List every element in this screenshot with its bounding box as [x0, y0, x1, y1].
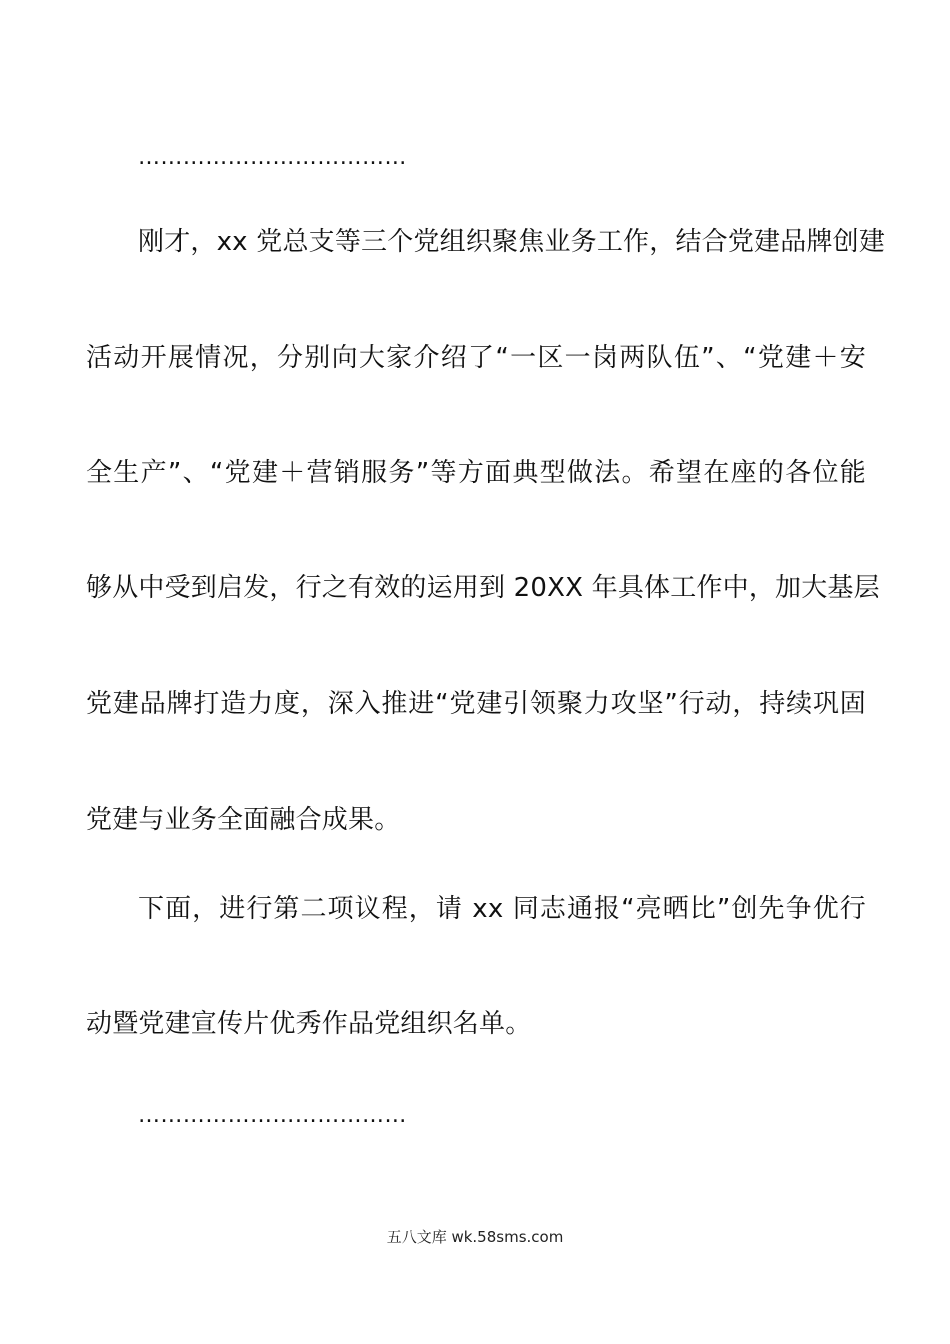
footer-watermark: 五八文库 wk.58sms.com: [386, 1228, 564, 1246]
paragraph-2-line-1: 下面，进行第二项议程，请 xx 同志通报“亮晒比”创先争优行: [138, 894, 866, 924]
paragraph-1-line-3: 全生产”、“党建＋营销服务”等方面典型做法。希望在座的各位能: [86, 458, 866, 488]
paragraph-1-line-4: 够从中受到启发，行之有效的运用到 20XX 年具体工作中，加大基层: [86, 573, 880, 603]
bottom-ellipsis: ………………………………: [138, 1103, 407, 1128]
paragraph-1-line-1: 刚才，xx 党总支等三个党组织聚焦业务工作，结合党建品牌创建: [138, 227, 886, 257]
paragraph-1-line-5: 党建品牌打造力度，深入推进“党建引领聚力攻坚”行动，持续巩固: [86, 689, 866, 719]
paragraph-1-line-2: 活动开展情况，分别向大家介绍了“一区一岗两队伍”、“党建＋安: [86, 343, 866, 373]
paragraph-2-line-2: 动暨党建宣传片优秀作品党组织名单。: [86, 1009, 532, 1039]
paragraph-1-line-6: 党建与业务全面融合成果。: [86, 805, 401, 835]
top-ellipsis: ………………………………: [138, 145, 407, 170]
